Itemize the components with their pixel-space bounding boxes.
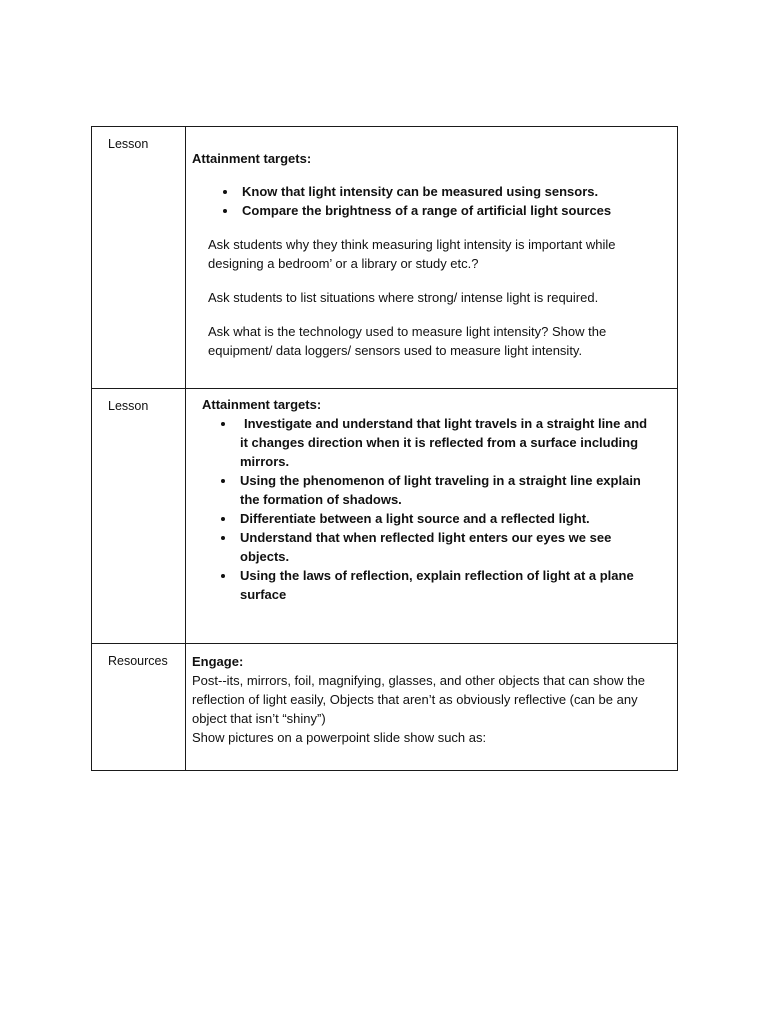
target-list	[192, 182, 657, 220]
question-paragraph: Ask students to list situations where strong/ intense light is required.	[208, 290, 599, 305]
content-cell	[186, 127, 678, 389]
table-row	[92, 644, 678, 771]
section-heading: Engage:	[192, 654, 244, 669]
list-item: • Using the phenomenon of light traveling in a straight line explain the formation of shadows.	[236, 471, 657, 509]
list-item: • Differentiate between a light source and a reflected light.	[236, 509, 657, 528]
list-item: • Know that light intensity can be measured using sensors.	[238, 182, 657, 201]
lesson-plan-table	[91, 126, 678, 771]
list-item: • Understand that when reflected light enters our eyes we see objects.	[236, 528, 657, 566]
table-row	[92, 127, 678, 389]
row-label: Resources	[92, 644, 186, 771]
resources-paragraph: Post--its, mirrors, foil, magnifying, glasses, and other objects that can show the reflection of light easily, Objects that aren’t as obviously reflective (can be any object that isn’t “shiny”)	[192, 673, 646, 726]
resources-paragraph: Show pictures on a powerpoint slide show such as:	[192, 730, 487, 745]
section-heading: Attainment targets:	[202, 397, 322, 412]
row-label: Lesson	[92, 389, 186, 644]
question-paragraph: Ask students why they think measuring light intensity is important while designing a bedroom’ or a library or study etc.?	[208, 237, 616, 271]
section-heading: Attainment targets:	[192, 151, 312, 166]
table-row	[92, 389, 678, 644]
content-cell	[186, 644, 678, 771]
content-cell	[186, 389, 678, 644]
list-item: • Investigate and understand that light travels in a straight line and it changes direction when it is reflected from a surface including mirrors.	[236, 414, 657, 471]
target-list	[202, 414, 657, 604]
row-label: Lesson	[92, 127, 186, 389]
list-item: • Using the laws of reflection, explain reflection of light at a plane surface	[236, 566, 657, 604]
list-item: • Compare the brightness of a range of artificial light sources	[238, 201, 657, 220]
question-paragraph: Ask what is the technology used to measure light intensity? Show the equipment/ data loggers/ sensors used to measure light intensity.	[208, 324, 607, 358]
